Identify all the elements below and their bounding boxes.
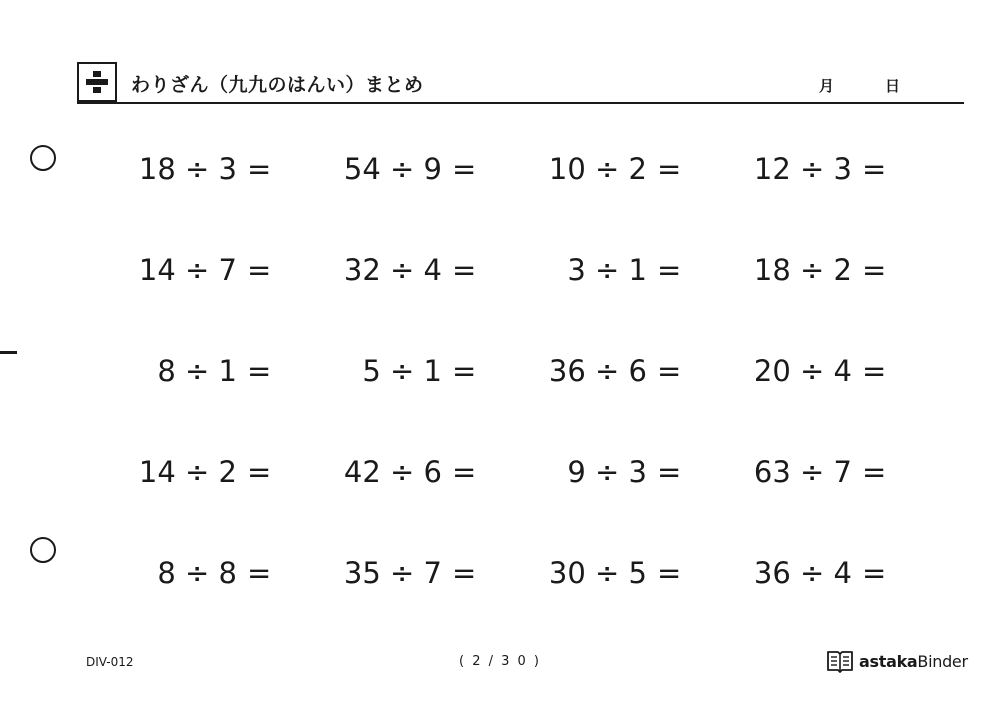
division-problem bbox=[740, 219, 945, 320]
division-problem bbox=[330, 421, 535, 522]
equals-sign: = bbox=[247, 555, 272, 590]
equals-sign: = bbox=[247, 252, 272, 287]
problem-expression: 30 ÷ 5 bbox=[548, 555, 647, 590]
problem-expression: 36 ÷ 4 bbox=[753, 555, 852, 590]
division-problem bbox=[125, 219, 330, 320]
problem-expression: 3 ÷ 1 bbox=[567, 252, 647, 287]
division-problem bbox=[125, 421, 330, 522]
division-problem bbox=[535, 522, 740, 623]
equals-sign: = bbox=[452, 252, 477, 287]
division-problem bbox=[740, 118, 945, 219]
problem-row bbox=[125, 320, 945, 421]
division-problem bbox=[535, 118, 740, 219]
division-problem bbox=[330, 118, 535, 219]
equals-sign: = bbox=[452, 353, 477, 388]
problem-expression: 20 ÷ 4 bbox=[753, 353, 852, 388]
problem-row bbox=[125, 219, 945, 320]
problem-expression: 14 ÷ 2 bbox=[138, 454, 237, 489]
division-problem bbox=[330, 522, 535, 623]
problem-row bbox=[125, 421, 945, 522]
problem-expression: 18 ÷ 3 bbox=[138, 151, 237, 186]
division-problem bbox=[125, 118, 330, 219]
worksheet-code: DIV-012 bbox=[86, 655, 134, 669]
punch-hole-bottom bbox=[30, 537, 56, 563]
problem-expression: 42 ÷ 6 bbox=[343, 454, 442, 489]
problem-expression: 18 ÷ 2 bbox=[753, 252, 852, 287]
division-problem bbox=[740, 522, 945, 623]
division-problem bbox=[535, 320, 740, 421]
division-problem bbox=[740, 421, 945, 522]
equals-sign: = bbox=[862, 353, 887, 388]
punch-hole-top bbox=[30, 145, 56, 171]
equals-sign: = bbox=[452, 555, 477, 590]
problem-expression: 14 ÷ 7 bbox=[138, 252, 237, 287]
division-problem bbox=[535, 421, 740, 522]
problem-expression: 8 ÷ 8 bbox=[157, 555, 237, 590]
problem-expression: 54 ÷ 9 bbox=[343, 151, 442, 186]
problem-expression: 36 ÷ 6 bbox=[548, 353, 647, 388]
fold-mark bbox=[0, 351, 17, 354]
division-problem bbox=[740, 320, 945, 421]
equals-sign: = bbox=[862, 151, 887, 186]
equals-sign: = bbox=[247, 151, 272, 186]
brand-name bbox=[859, 652, 968, 671]
equals-sign: = bbox=[862, 252, 887, 287]
equals-sign: = bbox=[657, 555, 682, 590]
division-sign-icon bbox=[77, 62, 117, 102]
brand-name-part-1: astaka bbox=[859, 651, 918, 671]
equals-sign: = bbox=[247, 454, 272, 489]
equals-sign: = bbox=[452, 151, 477, 186]
equals-sign: = bbox=[452, 454, 477, 489]
problem-expression: 63 ÷ 7 bbox=[753, 454, 852, 489]
equals-sign: = bbox=[657, 353, 682, 388]
equals-sign: = bbox=[657, 454, 682, 489]
problem-expression: 9 ÷ 3 bbox=[567, 454, 647, 489]
division-problem bbox=[125, 522, 330, 623]
problem-expression: 35 ÷ 7 bbox=[343, 555, 442, 590]
equals-sign: = bbox=[657, 252, 682, 287]
problem-expression: 12 ÷ 3 bbox=[753, 151, 852, 186]
problem-expression: 5 ÷ 1 bbox=[362, 353, 442, 388]
equals-sign: = bbox=[657, 151, 682, 186]
problem-expression: 10 ÷ 2 bbox=[548, 151, 647, 186]
problem-expression: 8 ÷ 1 bbox=[157, 353, 237, 388]
page-number: ( 2 / 3 0 ) bbox=[459, 654, 541, 669]
division-problem bbox=[535, 219, 740, 320]
worksheet-title: わりざん（九九のはんい）まとめ bbox=[131, 74, 424, 96]
date-day-label: 日 bbox=[885, 77, 901, 95]
equals-sign: = bbox=[247, 353, 272, 388]
brand-name-part-2: Binder bbox=[917, 651, 968, 671]
problem-row bbox=[125, 118, 945, 219]
equals-sign: = bbox=[862, 555, 887, 590]
worksheet-header bbox=[77, 62, 964, 104]
problem-expression: 32 ÷ 4 bbox=[343, 252, 442, 287]
book-icon bbox=[826, 649, 854, 673]
problem-row bbox=[125, 522, 945, 623]
division-problem bbox=[330, 219, 535, 320]
problem-grid bbox=[125, 118, 945, 623]
division-problem bbox=[330, 320, 535, 421]
division-problem bbox=[125, 320, 330, 421]
date-month-label: 月 bbox=[819, 77, 835, 95]
equals-sign: = bbox=[862, 454, 887, 489]
brand-logo bbox=[826, 648, 968, 674]
